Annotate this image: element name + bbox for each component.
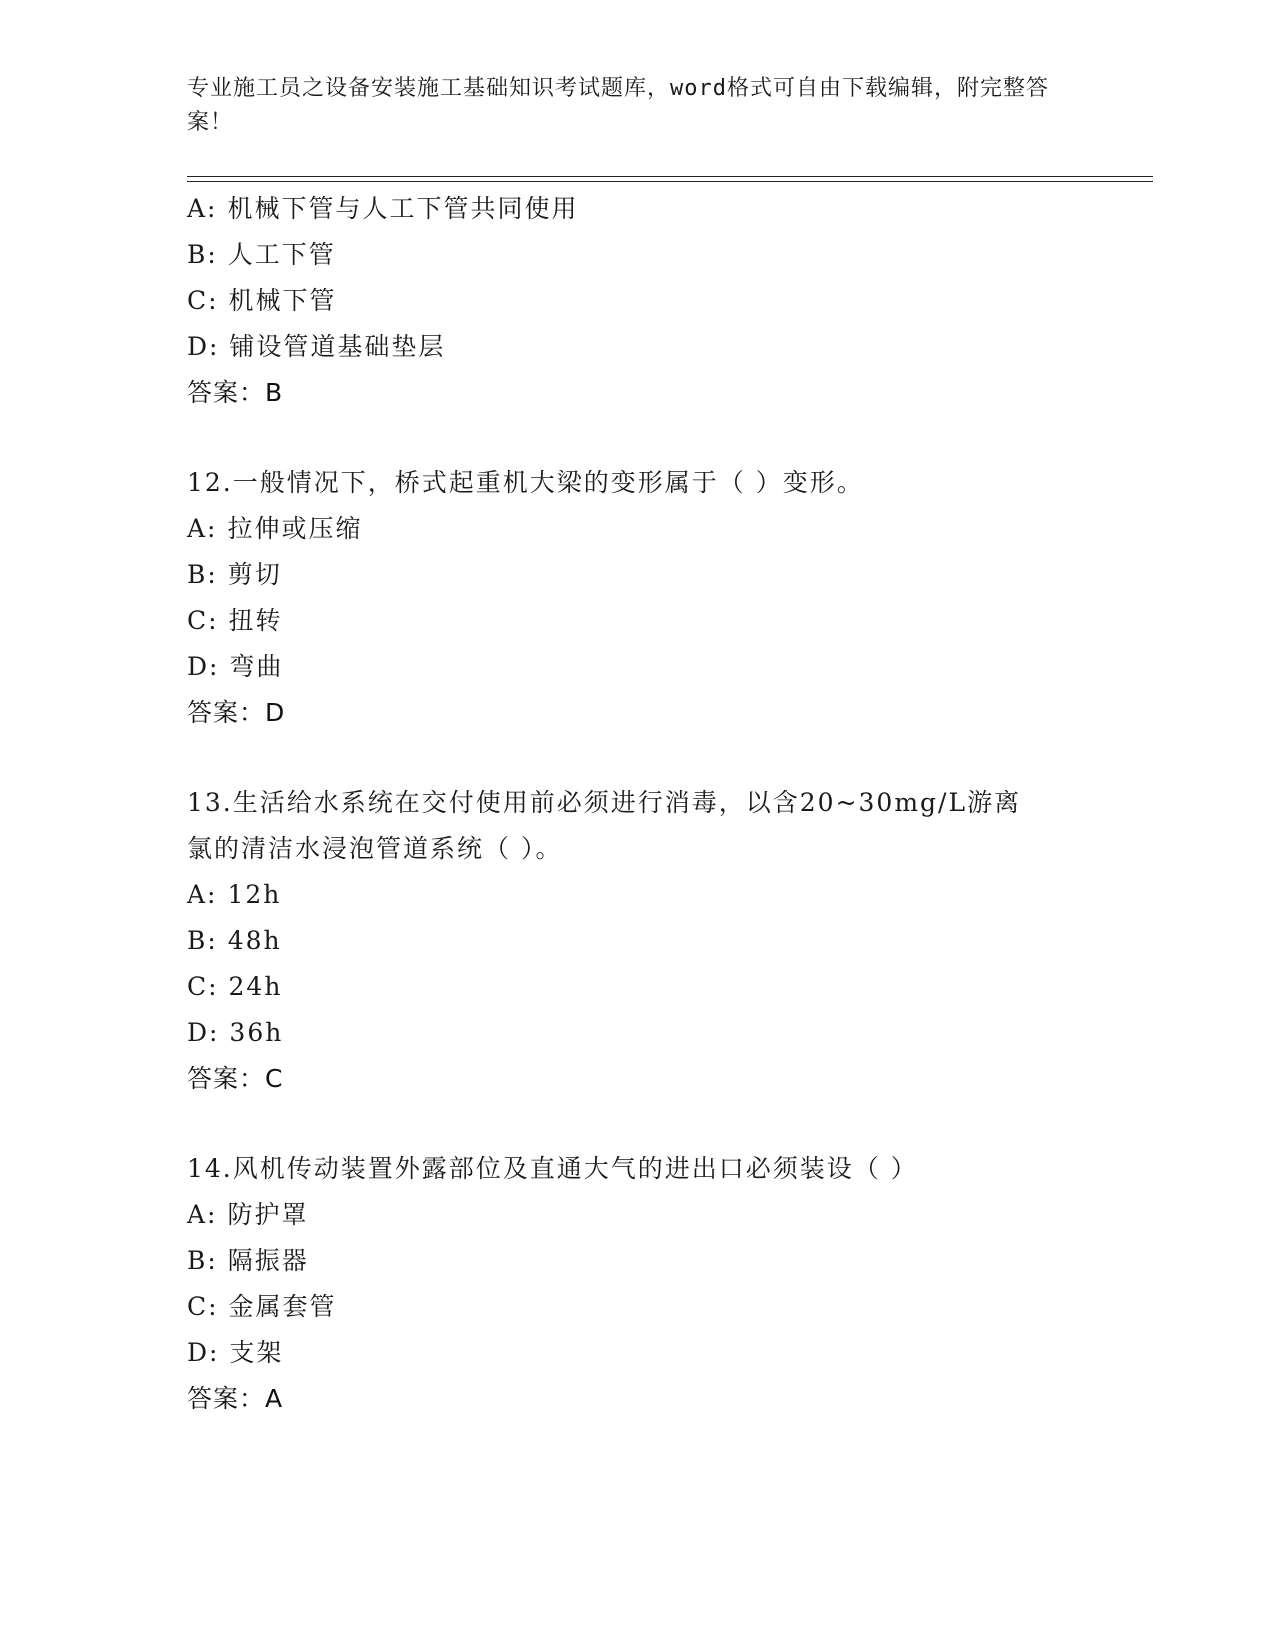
header-divider-bottom [187, 181, 1153, 182]
question-block-12 [187, 460, 1087, 736]
option-text: 隔振器 [227, 1246, 309, 1275]
option-text: 扭转 [228, 606, 283, 635]
option-label: C: [187, 606, 219, 635]
option-label: B: [187, 560, 218, 589]
option-label: C: [187, 972, 219, 1001]
option-label: D: [187, 332, 220, 361]
option-c [187, 598, 1087, 644]
option-label: A: [187, 514, 218, 543]
option-text: 机械下管与人工下管共同使用 [227, 194, 579, 223]
spacer [187, 416, 1087, 460]
option-label: D: [187, 652, 220, 681]
option-a [187, 186, 1087, 232]
option-text: 金属套管 [228, 1292, 337, 1321]
option-text: 防护罩 [227, 1200, 309, 1229]
answer-line: 答案：D [187, 698, 286, 727]
option-d [187, 1010, 1087, 1056]
option-text: 人工下管 [227, 240, 336, 269]
option-b [187, 232, 1087, 278]
option-a [187, 872, 1087, 918]
option-label: B: [187, 240, 218, 269]
option-text: 铺设管道基础垫层 [229, 332, 446, 361]
option-label: C: [187, 1292, 219, 1321]
option-text: 剪切 [227, 560, 282, 589]
option-label: D: [187, 1018, 220, 1047]
question-stem: 12.一般情况下，桥式起重机大梁的变形属于（ ）变形。 [187, 468, 864, 497]
question-list [187, 186, 1087, 1422]
spacer [187, 736, 1087, 780]
answer-line: 答案：B [187, 378, 284, 407]
question-stem: 14.风机传动装置外露部位及直通大气的进出口必须装设（ ） [187, 1154, 918, 1183]
option-text: 弯曲 [229, 652, 284, 681]
option-c [187, 1284, 1087, 1330]
option-label: B: [187, 926, 218, 955]
header-divider-top [187, 176, 1153, 177]
option-d [187, 1330, 1087, 1376]
option-text: 36h [229, 1018, 284, 1047]
option-text: 48h [227, 926, 282, 955]
option-label: B: [187, 1246, 218, 1275]
option-a [187, 1192, 1087, 1238]
option-a [187, 506, 1087, 552]
option-label: C: [187, 286, 219, 315]
option-text: 12h [227, 880, 282, 909]
question-stem: 13.生活给水系统在交付使用前必须进行消毒，以含20~30mg/L游离氯的清洁水浸泡管道系统（ ）。 [187, 788, 1022, 863]
answer-line: 答案：A [187, 1384, 284, 1413]
question-block-prev [187, 186, 1087, 416]
option-d [187, 644, 1087, 690]
option-d [187, 324, 1087, 370]
option-label: A: [187, 880, 218, 909]
option-b [187, 1238, 1087, 1284]
option-b [187, 918, 1087, 964]
spacer [187, 1102, 1087, 1146]
option-text: 机械下管 [228, 286, 337, 315]
question-block-14 [187, 1146, 1087, 1422]
option-b [187, 552, 1087, 598]
option-label: D: [187, 1338, 220, 1367]
option-text: 支架 [229, 1338, 284, 1367]
option-text: 24h [228, 972, 283, 1001]
question-block-13 [187, 780, 1087, 1102]
option-text: 拉伸或压缩 [227, 514, 363, 543]
option-c [187, 964, 1087, 1010]
option-label: A: [187, 1200, 218, 1229]
option-label: A: [187, 194, 218, 223]
document-header: 专业施工员之设备安装施工基础知识考试题库，word格式可自由下载编辑，附完整答案！ [187, 76, 1049, 135]
answer-line: 答案：C [187, 1064, 284, 1093]
option-c [187, 278, 1087, 324]
